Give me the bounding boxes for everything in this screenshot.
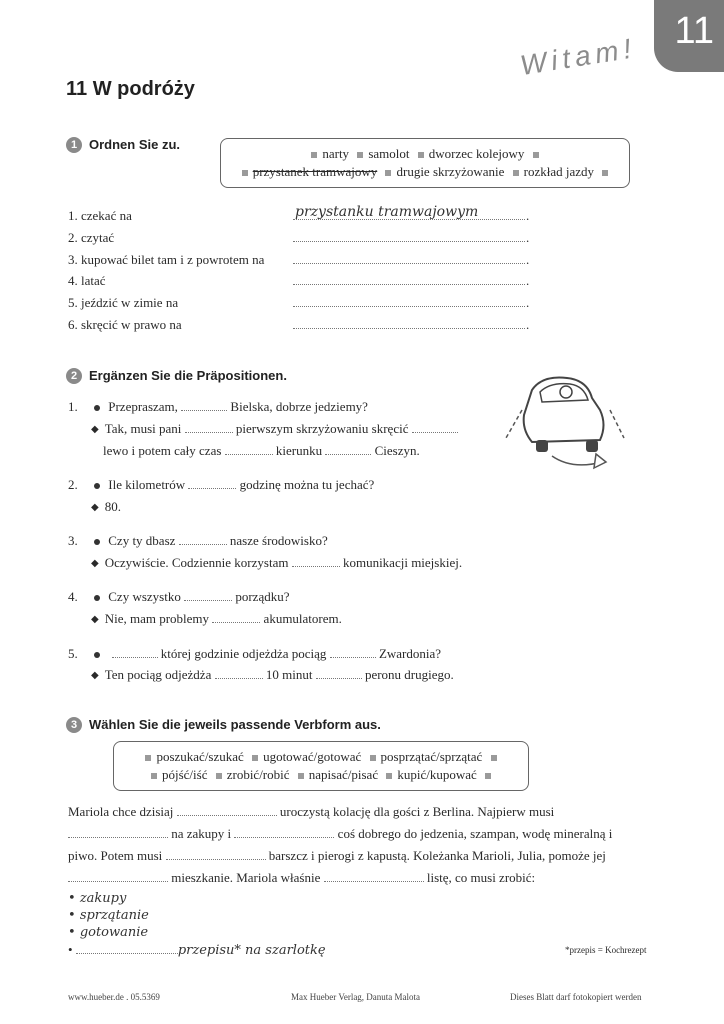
blank[interactable] xyxy=(215,668,263,679)
text-line-1: Mariola chce dzisiaj uroczystą kolację dla gości z Berlina. Najpierw musi xyxy=(68,804,555,819)
car-illustration xyxy=(492,370,632,480)
exercise-2-number: 2 xyxy=(66,368,82,384)
dialogue-1-answer: ◆ Tak, musi pani pierwszym skrzyżowaniu skręcić xyxy=(91,421,458,437)
word: zrobić/robić xyxy=(226,767,290,782)
dialogue-3-answer: ◆ Oczywiście. Codziennie korzystam komunikacji miejskiej. xyxy=(91,555,463,570)
word: rozkład jazdy xyxy=(523,164,595,179)
exercise-3-title: Wählen Sie die jeweils passende Verbform aus. xyxy=(89,717,381,732)
blank[interactable] xyxy=(325,444,371,455)
blank[interactable] xyxy=(324,871,424,882)
answer-line[interactable] xyxy=(293,275,525,285)
ex1-item-label: 6. skręcić w prawo na xyxy=(68,317,182,332)
blank[interactable] xyxy=(112,647,158,658)
word: drugie skrzyżowanie xyxy=(396,164,505,179)
blank[interactable] xyxy=(412,422,458,433)
blank[interactable] xyxy=(166,849,266,860)
blank[interactable] xyxy=(184,590,232,601)
text-line-2: na zakupy i coś dobrego do jedzenia, szampan, wodę mineralną i xyxy=(68,826,612,842)
text-line-3: piwo. Potem musi barszcz i pierogi z kapustą. Koleżanka Marioli, Julia, pomoże jej xyxy=(68,848,606,863)
ex1-item-label: 2. czytać xyxy=(68,230,115,245)
ex1-item-label: 4. latać xyxy=(68,273,106,288)
blank[interactable] xyxy=(68,871,168,882)
footer-right: Dieses Blatt darf fotokopiert werden xyxy=(510,992,642,1002)
word: poszukać/szukać xyxy=(156,749,244,764)
ex1-item-label: 1. czekać na xyxy=(68,208,132,223)
blank[interactable] xyxy=(68,827,168,838)
word: kupić/kupować xyxy=(397,767,477,782)
exercise-1-word-box xyxy=(220,138,630,188)
dialogue-3: 3. Czy ty dbasz nasze środowisko? xyxy=(68,533,328,548)
list-item-last: • przepisu* na szarlotkę xyxy=(68,942,326,958)
dialogue-1-continued: lewo i potem cały czas kierunku Cieszyn. xyxy=(103,443,420,458)
footnote: *przepis = Kochrezept xyxy=(565,945,647,955)
ex1-item-label: 3. kupować bilet tam i z powrotem na xyxy=(68,252,265,267)
word-crossed: przystanek tramwajowy xyxy=(252,164,378,179)
blank[interactable] xyxy=(330,647,376,658)
blank[interactable] xyxy=(212,612,260,623)
chapter-number: 11 xyxy=(674,10,714,52)
blank[interactable] xyxy=(76,943,178,954)
blank[interactable] xyxy=(292,556,340,567)
word: posprzątać/sprzątać xyxy=(380,749,483,764)
answer-line[interactable] xyxy=(293,319,525,329)
word: pójść/iść xyxy=(161,767,208,782)
blank[interactable] xyxy=(179,534,227,545)
ex1-item-label: 5. jeździć w zimie na xyxy=(68,295,179,310)
word: narty xyxy=(322,146,350,161)
ex1-answer-handwritten: przystanku tramwajowym xyxy=(295,204,479,220)
blank[interactable] xyxy=(181,400,227,411)
list-item: • gotowanie xyxy=(68,925,149,940)
brand-logo: Witam! xyxy=(518,32,639,82)
exercise-1-title: Ordnen Sie zu. xyxy=(89,137,181,152)
list-item: • sprzątanie xyxy=(68,908,149,923)
dialogue-5: 5. której godzinie odjeżdża pociąg Zwardonia? xyxy=(68,646,442,661)
footer-center: Max Hueber Verlag, Danuta Malota xyxy=(291,992,421,1002)
answer-line[interactable] xyxy=(293,232,525,242)
blank[interactable] xyxy=(225,444,273,455)
answer-line[interactable] xyxy=(293,297,525,307)
word: samolot xyxy=(368,146,410,161)
answer-line[interactable] xyxy=(293,210,525,220)
blank[interactable] xyxy=(177,805,277,816)
word: dworzec kolejowy xyxy=(428,146,525,161)
blank[interactable] xyxy=(316,668,362,679)
answer-line[interactable] xyxy=(293,254,525,264)
exercise-1-number: 1 xyxy=(66,137,82,153)
blank[interactable] xyxy=(234,827,334,838)
dialogue-2: 2. Ile kilometrów godzinę można tu jechać? xyxy=(68,477,375,492)
blank[interactable] xyxy=(185,422,233,433)
word: ugotować/gotować xyxy=(263,749,362,764)
exercise-3-word-box xyxy=(113,741,529,791)
dialogue-2-answer: ◆ 80. xyxy=(91,499,121,514)
footer-left: www.hueber.de . 05.5369 xyxy=(68,992,160,1002)
word: napisać/pisać xyxy=(308,767,379,782)
text-line-4: mieszkanie. Mariola właśnie listę, co musi zrobić: xyxy=(68,870,535,886)
page-title: 11 W podróży xyxy=(66,78,195,100)
dialogue-5-answer: ◆ Ten pociąg odjeżdża 10 minut peronu drugiego. xyxy=(91,667,454,682)
dialogue-1: 1. Przepraszam, Bielska, dobrze jedziemy? xyxy=(68,399,368,414)
dialogue-4: 4. Czy wszystko porządku? xyxy=(68,589,290,604)
exercise-3-number: 3 xyxy=(66,717,82,733)
list-item: • zakupy xyxy=(68,891,127,906)
dialogue-4-answer: ◆ Nie, mam problemy akumulatorem. xyxy=(91,611,342,626)
blank[interactable] xyxy=(188,478,236,489)
exercise-2-title: Ergänzen Sie die Präpositionen. xyxy=(89,368,287,383)
